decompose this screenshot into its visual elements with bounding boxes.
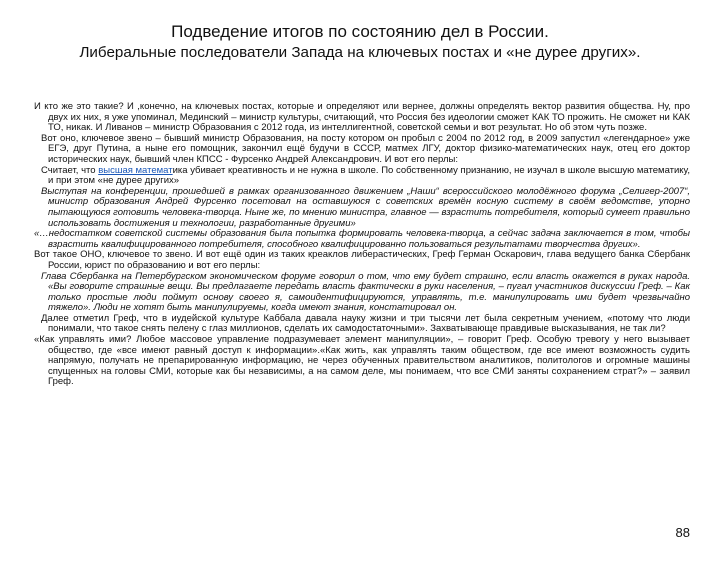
paragraph-text: Вот такое ОНО, ключевое то звено. И вот ещё один из таких креаклов либерастических, Греф Герман Оскарович, глава ведущего банка Сбербанк России, юрист по образованию и вот его перлы: — [34, 249, 690, 271]
paragraph-text: Далее отметил Греф, что в иудейской культуре Каббала давала науку жизни и три тысячи лет была секретным учением, «потому что люди понимали, что такое снять пелену с глаз миллионов, сделать их самодостаточными». Захватывающе правдивые высказывания, не так ли? — [41, 312, 690, 335]
slide-title: Подведение итогов по состоянию дел в России. — [171, 22, 549, 41]
paragraph-text: «Как управлять ими? Любое массовое управление подразумевает элемент манипуляции», – говорит Греф. Особую тревогу у него вызывает общество, где «все имеют равный доступ к информации».«Как жить, как управлять таким обществом, где все имеют возможность судить напрямую, получать не препарированную информацию, не через обученных правительством аналитиков, политологов и огромные машины спущенных на головы СМИ, которые как бы независимы, а на самом деле, мы понимаем, что все СМИ заняты сохранением страт?» – заявил Греф. — [34, 334, 690, 388]
paragraph-text: Глава Сбербанка на Петербургском экономическом форуме говорил о том, что ему будет страшно, если власть окажется в руках народа. «Вы говорите страшные вещи. Вы предлагаете передать власть фактически в руки населения, – пугал участников дискуссии Греф. – Как только простые люди поймут основу своего я, самоидентифицируются, управлять, т.е. манипулировать ими будет чрезвычайно тяжело». Люди не хотят быть манипулируемы, когда имеют знания, констатировал он. — [41, 270, 690, 314]
paragraph-text: Вот оно, ключевое звено – бывший министр Образования, на посту котором он пробыл с 2004 по 2012 год, в 2009 запустил «легендарное» уже ЕГЭ, друг Путина, а ныне его помощник, закончил ещё будучи в СССР, матмех ЛГУ, доктор физико-математических наук, отец его доктор исторических наук, бывший член КПСС - Фурсенко Андрей Александрович. И вот его перлы: — [41, 132, 690, 165]
paragraph-kabbalah — [41, 312, 690, 335]
paragraph-gref-forum — [41, 270, 690, 314]
slide-subtitle: Либеральные последователи Запада на ключевых постах и «не дурее других». — [79, 44, 641, 61]
paragraph-text: Считает, что — [41, 164, 99, 176]
higher-math-link[interactable]: высшая математ — [98, 164, 173, 176]
page-number: 88 — [675, 525, 690, 540]
paragraph-fursenko — [41, 132, 690, 166]
paragraph-consumer-quote — [34, 228, 690, 250]
paragraph-manipulation — [34, 334, 690, 388]
slide-body — [34, 102, 690, 388]
paragraph-text: Выступая на конференции, прошедшей в рамках организованного движением „Наши“ всероссийского молодёжного форума „Селигер-2007“, министр образования Андрей Фурсенко посетовал на оставшуюся с советских времён косную систему в своём ведомстве, упорно пытающуюся готовить человека-творца. Ныне же, по мнению министра, главное — взрастить потребителя, который сумеет правильно использовать достижения и технологии, разработанные другими» — [41, 185, 690, 229]
paragraph-math-quote — [41, 164, 690, 187]
paragraph-gref-intro — [34, 249, 690, 271]
paragraph-text: И кто же это такие? И ,конечно, на ключевых постах, которые и определяют или вернее, должны определять вектор развития общества. Ну, про двух их них, я уже упоминал, Мединский – министр культуры, считающий, что Россия без идеологии сможет КАК ТО прожить. Не сможет ни КАК ТО, никак. И Ливанов – министр Образования с 2012 года, из интеллигентной, советской семьи и вот результат. Но об этом чуть позже. — [34, 101, 690, 134]
paragraph-text: «…недостатком советской системы образования была попытка формировать человека-творца, а сейчас задача заключается в том, чтобы взрастить квалифицированного потребителя, способного квалифицированно пользоваться результатами творчества других». — [34, 228, 690, 250]
paragraph-text: ика убивает креативность и не нужна в школе. По собственному признанию, не изучал в школе высшую математику, и при этом «не дурее других» — [48, 164, 690, 187]
paragraph-intro — [34, 101, 690, 134]
paragraph-seliger-quote — [41, 185, 690, 229]
